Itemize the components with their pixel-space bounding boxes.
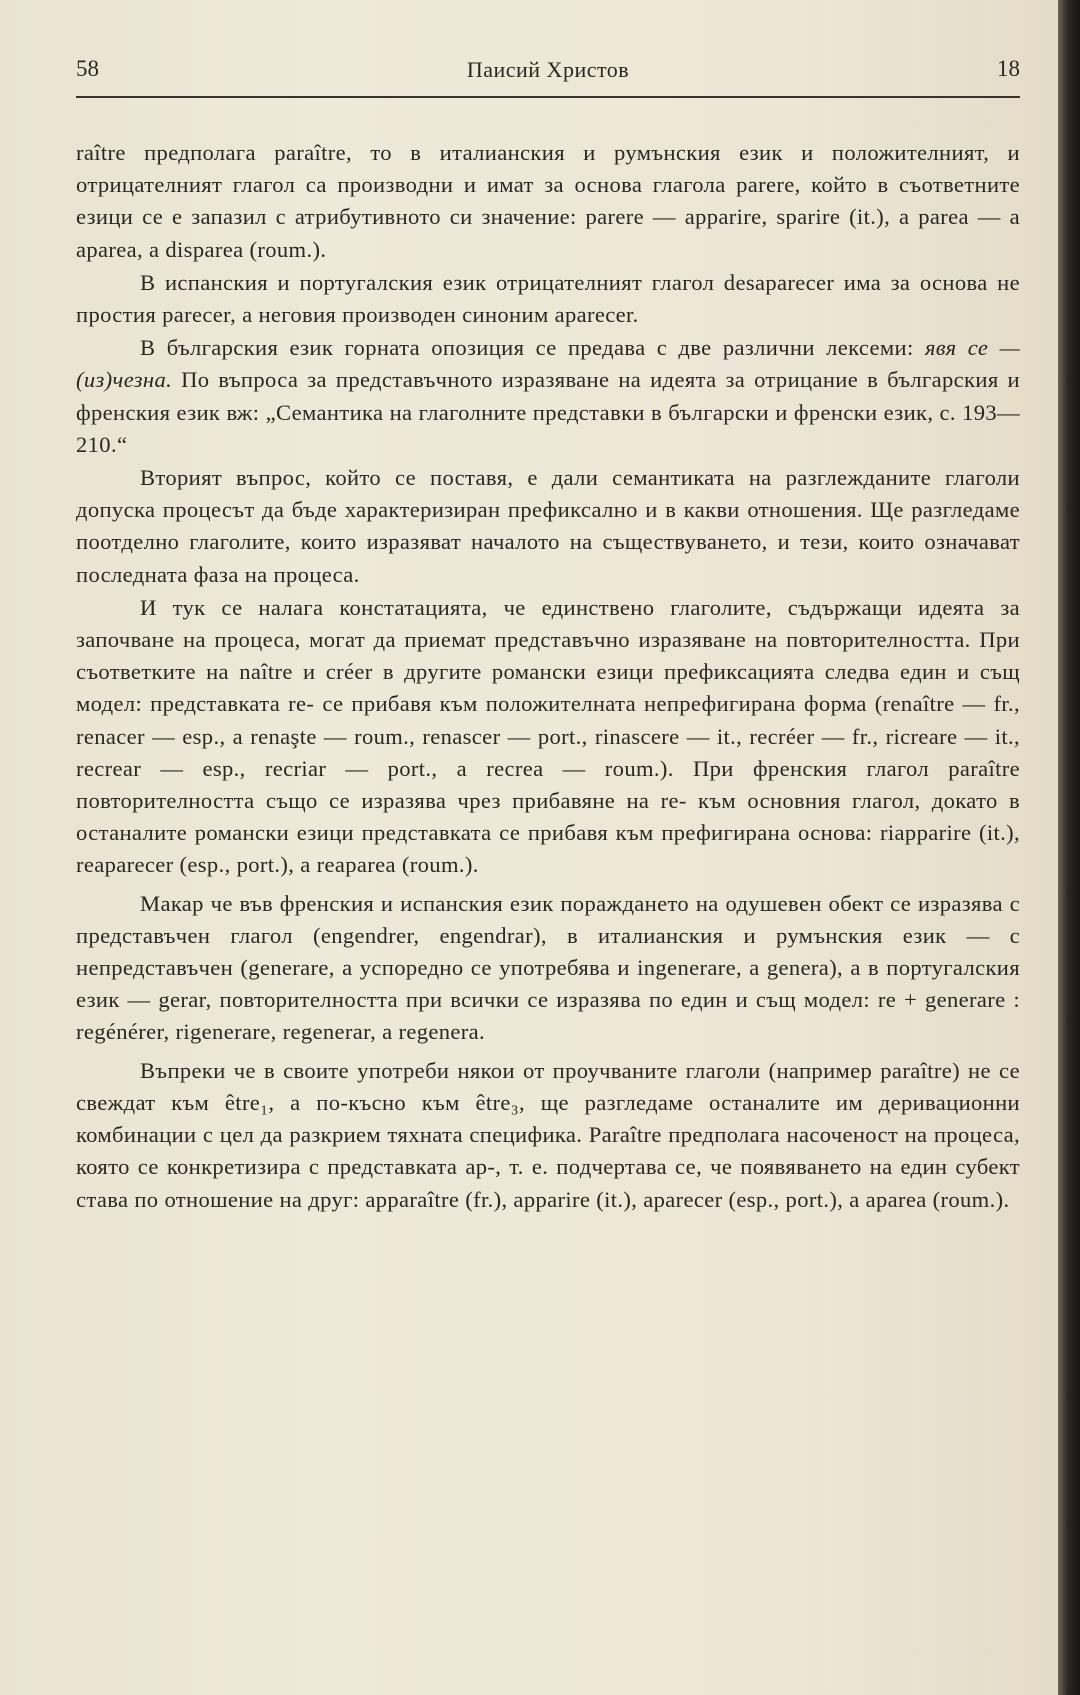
paragraph-3 bbox=[76, 332, 1020, 461]
page-header bbox=[76, 56, 1020, 90]
book-spine-edge bbox=[1058, 0, 1080, 1695]
page-number: 58 bbox=[76, 56, 99, 81]
paragraph-3-text-a: В българския език горната опозиция се предава с две различни лексеми: bbox=[140, 335, 925, 361]
body-text bbox=[76, 137, 1020, 1217]
paragraph-6: Макар че във френския и испанския език пораждането на одушевен обект се изразява с представъчен глагол (engendrer, engendrar), в италианския и румънския език — с непредставъчен (generare, а успоредно се употребява и ingenerare, a genera), а в португалския език — gerar, повторителността при всички се изразява по един и същ модел: re + generare : regénérer, rigenerare, regenerar, a regenera. bbox=[76, 890, 1020, 1045]
paragraph-5: И тук се налага констатацията, че единствено глаголите, съдържащи идеята за започване на процеса, могат да приемат представъчно изразяване на повторителността. При съответките на naître и créer в другите романски езици префиксацията следва един и същ модел: представката re- се прибавя към положителната непрефигирана форма (renaître — fr., renacer — esp., a renaşte — roum., renascer — port., rinascere — it., recréer — fr., ricreare — it., recrear — esp., recriar — port., a recrea — roum.). При френския глагол paraître повторителността също се изразява чрез прибавяне на re- към основния глагол, докато в останалите романски езици представката се прибавя към префигирана основа: riapparire (it.), reaparecer (esp., port.), a reaparea (roum.). bbox=[76, 594, 1020, 878]
running-head-author: Паисий Христов bbox=[466, 57, 630, 82]
paragraph-1: raître предполага paraître, то в италианския и румънския език и положителният, и отрицателният глагол са производни и имат за основа глагола parere, който в съответните езици се е запазил с атрибутивното си значение: parere — apparire, sparire (it.), a parea — a aparea, a disparea (roum.). bbox=[76, 140, 1020, 262]
paragraph-7: Въпреки че в своите употреби някои от проучваните глаголи (например paraître) не се свеждат към être₁, а по-късно към être₃, ще разгледаме останалите им деривационни комбинации с цел да разкрием тяхната специфика. Paraître предполага насоченост на процеса, която се конкретизира с представката ap-, т. е. подчертава се, че появяването на един субект става по отношение на друг: apparaître (fr.), apparire (it.), aparecer (esp., port.), a aparea (roum.). bbox=[76, 1057, 1020, 1212]
paragraph-3-italic-lexemes: явя се — (из)чезна. bbox=[76, 335, 1021, 393]
paragraph-4: Вторият въпрос, който се поставя, е дали семантиката на разглежданите глаголи допуска процесът да бъде характеризиран префиксално и в какви отношения. Ще разгледаме поотделно глаголите, които изразяват началото на съществуването, и тези, които означават последната фаза на процеса. bbox=[76, 465, 1020, 587]
paragraph-3-text-b: По въпроса за представъчното изразяване на идеята за отрицание в българския и френския език вж: „Семантика на глаголните представки в български и френски език, с. 193—210.“ bbox=[76, 367, 1020, 457]
header-rule bbox=[76, 96, 1020, 98]
section-number: 18 bbox=[997, 56, 1020, 81]
paragraph-2: В испанския и португалския език отрицателният глагол desaparecer има за основа не простия parecer, а неговия производен синоним aparecer. bbox=[76, 269, 1020, 328]
